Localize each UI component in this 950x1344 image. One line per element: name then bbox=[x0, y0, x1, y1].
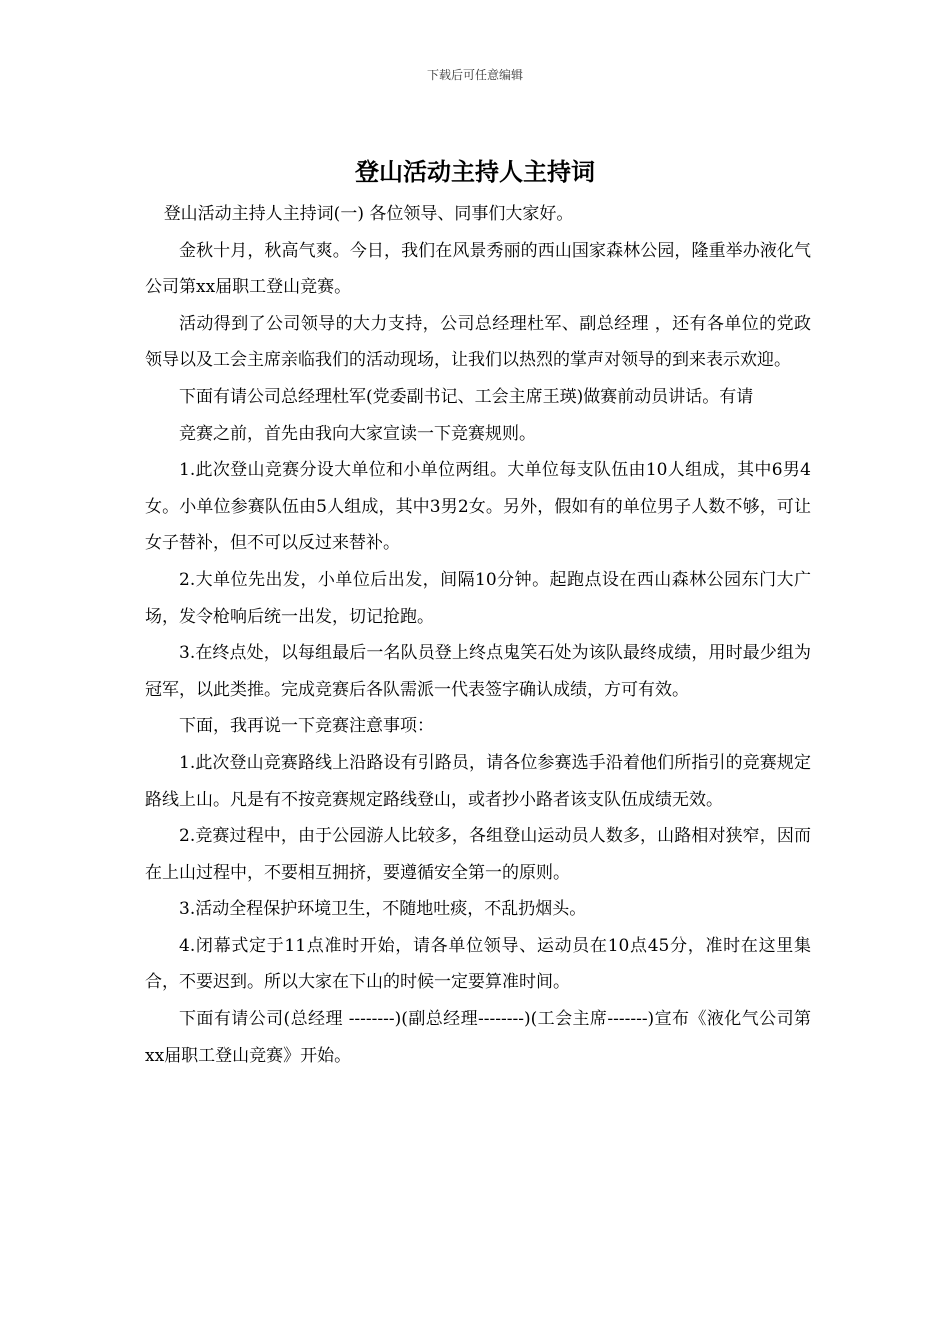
paragraph: 1.此次登山竞赛分设大单位和小单位两组。大单位每支队伍由10人组成，其中6男4女。小单位参赛队伍由5人组成，其中3男2女。另外，假如有的单位男子人数不够，可让女子替补，但不可以反过来替补。 bbox=[145, 460, 811, 554]
paragraph: 下面，我再说一下竞赛注意事项： bbox=[179, 716, 434, 737]
page-header: 下载后可任意编辑 bbox=[426, 68, 523, 82]
paragraph: 2.大单位先出发，小单位后出发，间隔10分钟。起跑点设在西山森林公园东门大广场，发令枪响后统一出发，切记抢跑。 bbox=[145, 569, 811, 627]
paragraph: 3.在终点处，以每组最后一名队员登上终点鬼笑石处为该队最终成绩，用时最少组为冠军，以此类推。完成竞赛后各队需派一代表签字确认成绩，方可有效。 bbox=[145, 643, 811, 700]
paragraph: 3.活动全程保护环境卫生，不随地吐痰，不乱扔烟头。 bbox=[179, 899, 587, 920]
paragraph: 登山活动主持人主持词(一) 各位领导、同事们大家好。 bbox=[163, 204, 574, 224]
paragraph: 金秋十月，秋高气爽。今日，我们在风景秀丽的西山国家森林公园，隆重举办液化气公司第xx届职工登山竞赛。 bbox=[145, 240, 811, 298]
paragraph: 下面有请公司总经理杜军(党委副书记、工会主席王瑛)做赛前动员讲话。有请 bbox=[179, 386, 754, 407]
document-title: 登山活动主持人主持词 bbox=[355, 158, 595, 186]
paragraph: 1.此次登山竞赛路线上沿路设有引路员，请各位参赛选手沿着他们所指引的竞赛规定路线上山。凡是有不按竞赛规定路线登山，或者抄小路者该支队伍成绩无效。 bbox=[145, 752, 811, 810]
paragraph: 下面有请公司(总经理 --------)(副总经理--------)(工会主席-------)宣布《液化气公司第xx届职工登山竞赛》开始。 bbox=[145, 1009, 811, 1066]
paragraph: 竞赛之前，首先由我向大家宣读一下竞赛规则。 bbox=[179, 423, 536, 444]
paragraph: 2.竞赛过程中，由于公园游人比较多，各组登山运动员人数多，山路相对狭窄，因而在上山过程中，不要相互拥挤，要遵循安全第一的原则。 bbox=[145, 826, 811, 883]
paragraph: 4.闭幕式定于11点准时开始，请各单位领导、运动员在10点45分，准时在这里集合，不要迟到。所以大家在下山的时候一定要算准时间。 bbox=[145, 935, 811, 993]
document-body bbox=[145, 196, 811, 1074]
paragraph: 活动得到了公司领导的大力支持，公司总经理杜军、副总经理 ，还有各单位的党政领导以及工会主席亲临我们的活动现场，让我们以热烈的掌声对领导的到来表示欢迎。 bbox=[145, 313, 811, 371]
